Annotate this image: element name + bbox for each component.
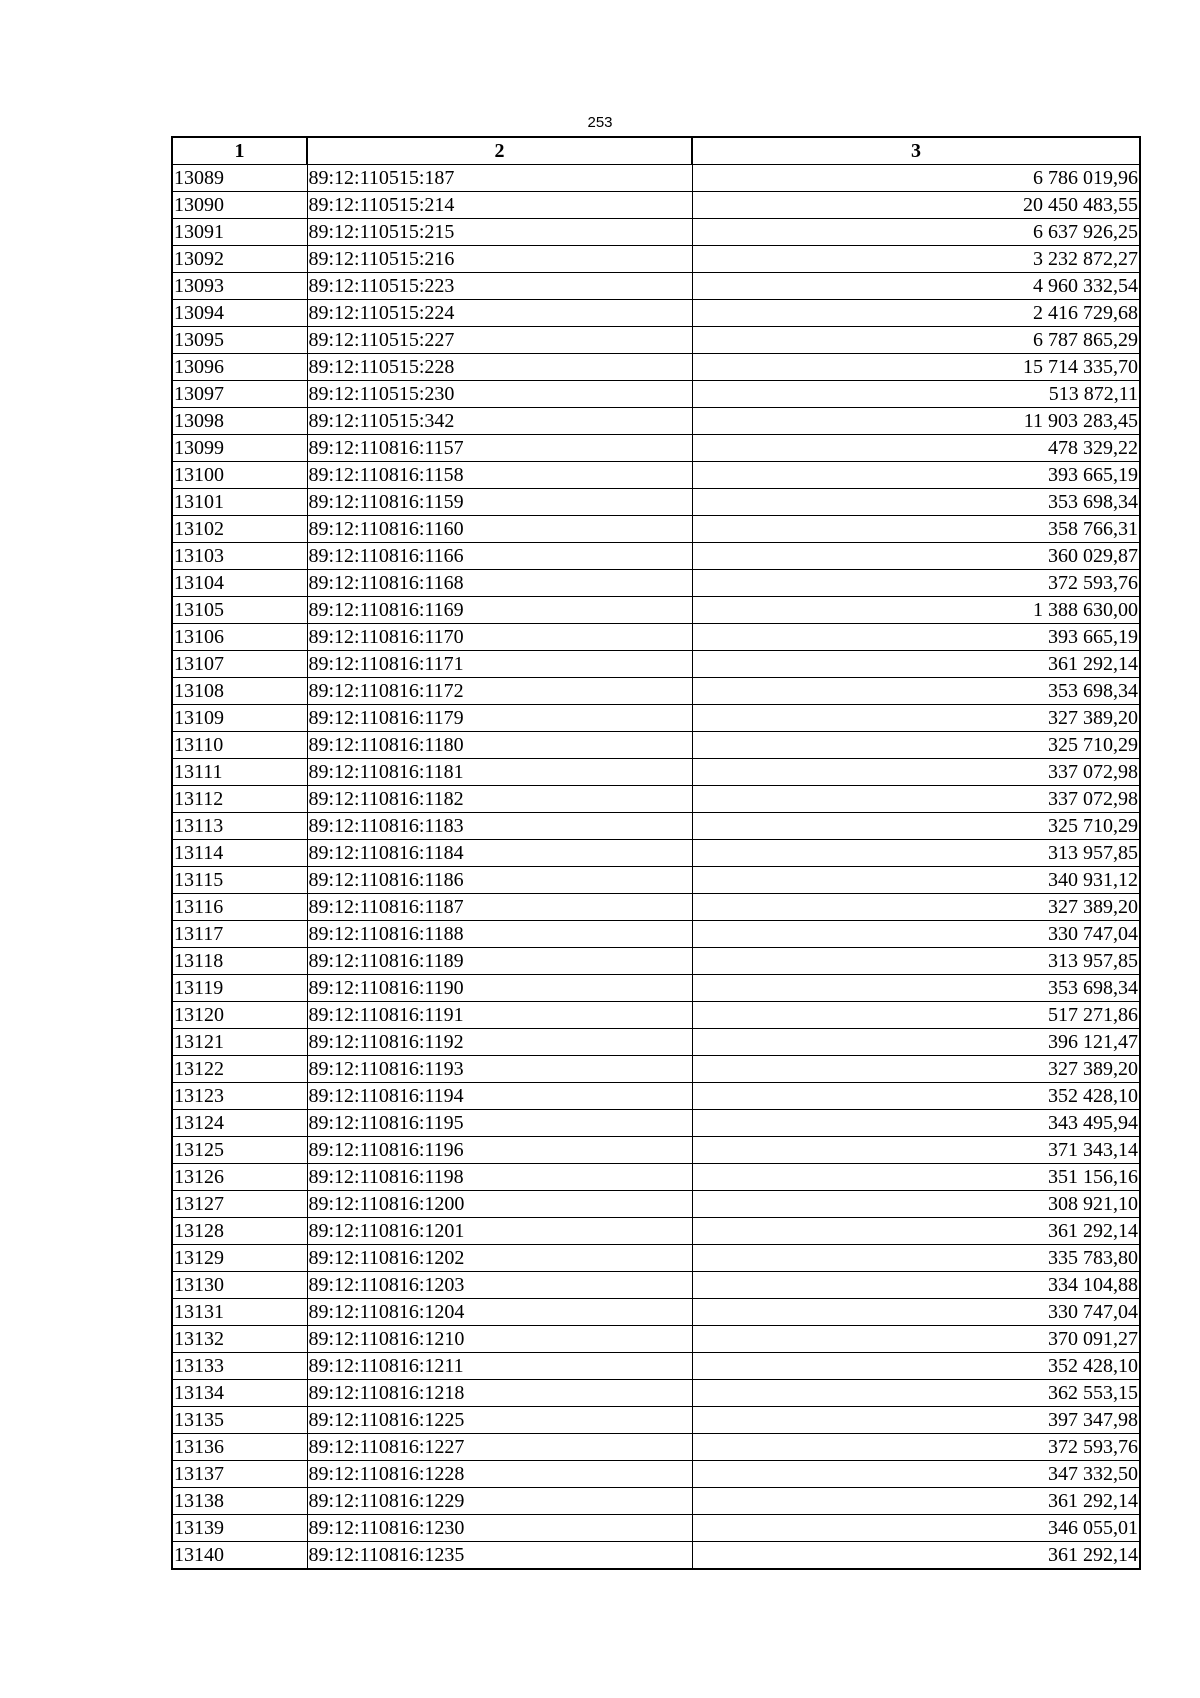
cadastral-value-cell: 313 957,85 [692, 948, 1140, 975]
row-number-cell: 13096 [172, 354, 307, 381]
cadastral-value-cell: 351 156,16 [692, 1164, 1140, 1191]
cadastral-value-cell: 20 450 483,55 [692, 192, 1140, 219]
cadastral-value-cell: 393 665,19 [692, 624, 1140, 651]
table-row [172, 1299, 1140, 1326]
table-row [172, 894, 1140, 921]
row-number-cell: 13111 [172, 759, 307, 786]
row-number-cell: 13128 [172, 1218, 307, 1245]
cadastral-number-cell: 89:12:110816:1193 [307, 1056, 692, 1083]
table-row [172, 813, 1140, 840]
row-number-cell: 13116 [172, 894, 307, 921]
table-row [172, 1191, 1140, 1218]
row-number-cell: 13091 [172, 219, 307, 246]
table-row [172, 1542, 1140, 1570]
cadastral-value-cell: 327 389,20 [692, 894, 1140, 921]
row-number-cell: 13125 [172, 1137, 307, 1164]
cadastral-number-cell: 89:12:110515:224 [307, 300, 692, 327]
row-number-cell: 13098 [172, 408, 307, 435]
cadastral-value-cell: 352 428,10 [692, 1353, 1140, 1380]
cadastral-value-cell: 361 292,14 [692, 1488, 1140, 1515]
cadastral-number-cell: 89:12:110816:1188 [307, 921, 692, 948]
row-number-cell: 13120 [172, 1002, 307, 1029]
cadastral-value-cell: 11 903 283,45 [692, 408, 1140, 435]
cadastral-number-cell: 89:12:110816:1181 [307, 759, 692, 786]
cadastral-number-cell: 89:12:110816:1198 [307, 1164, 692, 1191]
cadastral-value-cell: 346 055,01 [692, 1515, 1140, 1542]
cadastral-number-cell: 89:12:110816:1179 [307, 705, 692, 732]
table-row [172, 1083, 1140, 1110]
row-number-cell: 13089 [172, 165, 307, 192]
table-row [172, 462, 1140, 489]
row-number-cell: 13093 [172, 273, 307, 300]
table-row [172, 165, 1140, 192]
row-number-cell: 13106 [172, 624, 307, 651]
cadastral-number-cell: 89:12:110515:342 [307, 408, 692, 435]
cadastral-value-cell: 325 710,29 [692, 813, 1140, 840]
row-number-cell: 13127 [172, 1191, 307, 1218]
column-header-1: 1 [172, 137, 307, 165]
table-row [172, 678, 1140, 705]
row-number-cell: 13129 [172, 1245, 307, 1272]
cadastral-value-cell: 347 332,50 [692, 1461, 1140, 1488]
row-number-cell: 13119 [172, 975, 307, 1002]
table-row [172, 867, 1140, 894]
table-row [172, 1434, 1140, 1461]
cadastral-value-cell: 372 593,76 [692, 1434, 1140, 1461]
table-row [172, 921, 1140, 948]
cadastral-value-cell: 337 072,98 [692, 759, 1140, 786]
cadastral-number-cell: 89:12:110816:1171 [307, 651, 692, 678]
row-number-cell: 13136 [172, 1434, 307, 1461]
row-number-cell: 13118 [172, 948, 307, 975]
row-number-cell: 13108 [172, 678, 307, 705]
table-row [172, 1245, 1140, 1272]
cadastral-number-cell: 89:12:110816:1225 [307, 1407, 692, 1434]
table-row [172, 354, 1140, 381]
table-row [172, 651, 1140, 678]
cadastral-number-cell: 89:12:110816:1160 [307, 516, 692, 543]
row-number-cell: 13107 [172, 651, 307, 678]
row-number-cell: 13133 [172, 1353, 307, 1380]
table-header-row [172, 137, 1140, 165]
cadastral-number-cell: 89:12:110816:1157 [307, 435, 692, 462]
row-number-cell: 13121 [172, 1029, 307, 1056]
cadastral-value-cell: 361 292,14 [692, 1218, 1140, 1245]
row-number-cell: 13103 [172, 543, 307, 570]
cadastral-number-cell: 89:12:110816:1194 [307, 1083, 692, 1110]
cadastral-number-cell: 89:12:110816:1196 [307, 1137, 692, 1164]
cadastral-value-cell: 330 747,04 [692, 1299, 1140, 1326]
row-number-cell: 13114 [172, 840, 307, 867]
cadastral-number-cell: 89:12:110816:1189 [307, 948, 692, 975]
table-row [172, 1137, 1140, 1164]
cadastral-value-cell: 337 072,98 [692, 786, 1140, 813]
table-row [172, 786, 1140, 813]
table-row [172, 1353, 1140, 1380]
row-number-cell: 13105 [172, 597, 307, 624]
table-row [172, 300, 1140, 327]
table-row [172, 435, 1140, 462]
table-row [172, 1326, 1140, 1353]
row-number-cell: 13109 [172, 705, 307, 732]
cadastral-value-cell: 372 593,76 [692, 570, 1140, 597]
table-row [172, 1380, 1140, 1407]
cadastral-number-cell: 89:12:110816:1169 [307, 597, 692, 624]
cadastral-value-cell: 6 787 865,29 [692, 327, 1140, 354]
cadastral-number-cell: 89:12:110816:1158 [307, 462, 692, 489]
table-body [172, 165, 1140, 1570]
cadastral-number-cell: 89:12:110816:1183 [307, 813, 692, 840]
table-row [172, 327, 1140, 354]
row-number-cell: 13104 [172, 570, 307, 597]
cadastral-value-cell: 15 714 335,70 [692, 354, 1140, 381]
cadastral-number-cell: 89:12:110515:214 [307, 192, 692, 219]
cadastral-number-cell: 89:12:110816:1190 [307, 975, 692, 1002]
cadastral-value-cell: 370 091,27 [692, 1326, 1140, 1353]
cadastral-value-cell: 2 416 729,68 [692, 300, 1140, 327]
table-row [172, 1488, 1140, 1515]
table-row [172, 219, 1140, 246]
cadastral-value-cell: 393 665,19 [692, 462, 1140, 489]
row-number-cell: 13126 [172, 1164, 307, 1191]
table-row [172, 381, 1140, 408]
row-number-cell: 13140 [172, 1542, 307, 1570]
cadastral-value-cell: 3 232 872,27 [692, 246, 1140, 273]
table-row [172, 948, 1140, 975]
table-row [172, 516, 1140, 543]
row-number-cell: 13101 [172, 489, 307, 516]
cadastral-number-cell: 89:12:110816:1172 [307, 678, 692, 705]
cadastral-number-cell: 89:12:110816:1228 [307, 1461, 692, 1488]
cadastral-number-cell: 89:12:110515:187 [307, 165, 692, 192]
cadastral-value-cell: 4 960 332,54 [692, 273, 1140, 300]
cadastral-value-cell: 308 921,10 [692, 1191, 1140, 1218]
row-number-cell: 13139 [172, 1515, 307, 1542]
cadastral-number-cell: 89:12:110816:1218 [307, 1380, 692, 1407]
cadastral-value-cell: 517 271,86 [692, 1002, 1140, 1029]
table-row [172, 732, 1140, 759]
row-number-cell: 13124 [172, 1110, 307, 1137]
table-row [172, 570, 1140, 597]
page-number: 253 [587, 114, 613, 131]
cadastral-number-cell: 89:12:110816:1211 [307, 1353, 692, 1380]
row-number-cell: 13092 [172, 246, 307, 273]
cadastral-number-cell: 89:12:110816:1159 [307, 489, 692, 516]
cadastral-value-cell: 334 104,88 [692, 1272, 1140, 1299]
cadastral-value-cell: 313 957,85 [692, 840, 1140, 867]
table-row [172, 1461, 1140, 1488]
table-row [172, 1002, 1140, 1029]
row-number-cell: 13094 [172, 300, 307, 327]
cadastral-number-cell: 89:12:110515:216 [307, 246, 692, 273]
table-row [172, 1056, 1140, 1083]
table-header [172, 137, 1140, 165]
row-number-cell: 13102 [172, 516, 307, 543]
column-header-2: 2 [307, 137, 692, 165]
cadastral-value-cell: 335 783,80 [692, 1245, 1140, 1272]
cadastral-number-cell: 89:12:110816:1203 [307, 1272, 692, 1299]
row-number-cell: 13135 [172, 1407, 307, 1434]
cadastral-number-cell: 89:12:110816:1210 [307, 1326, 692, 1353]
table-row [172, 1110, 1140, 1137]
cadastral-value-cell: 6 637 926,25 [692, 219, 1140, 246]
cadastral-value-cell: 353 698,34 [692, 489, 1140, 516]
cadastral-value-cell: 343 495,94 [692, 1110, 1140, 1137]
cadastral-value-cell: 340 931,12 [692, 867, 1140, 894]
cadastral-value-cell: 513 872,11 [692, 381, 1140, 408]
cadastral-number-cell: 89:12:110515:215 [307, 219, 692, 246]
cadastral-value-cell: 361 292,14 [692, 1542, 1140, 1570]
column-header-3: 3 [692, 137, 1140, 165]
cadastral-number-cell: 89:12:110816:1202 [307, 1245, 692, 1272]
cadastral-value-cell: 1 388 630,00 [692, 597, 1140, 624]
table-row [172, 705, 1140, 732]
table-row [172, 1272, 1140, 1299]
cadastral-number-cell: 89:12:110816:1180 [307, 732, 692, 759]
cadastral-value-cell: 6 786 019,96 [692, 165, 1140, 192]
row-number-cell: 13113 [172, 813, 307, 840]
cadastral-number-cell: 89:12:110816:1200 [307, 1191, 692, 1218]
row-number-cell: 13090 [172, 192, 307, 219]
cadastral-value-cell: 360 029,87 [692, 543, 1140, 570]
table-row [172, 408, 1140, 435]
table-row [172, 624, 1140, 651]
table-row [172, 246, 1140, 273]
cadastral-number-cell: 89:12:110816:1230 [307, 1515, 692, 1542]
row-number-cell: 13134 [172, 1380, 307, 1407]
cadastral-number-cell: 89:12:110816:1166 [307, 543, 692, 570]
cadastral-number-cell: 89:12:110816:1229 [307, 1488, 692, 1515]
row-number-cell: 13123 [172, 1083, 307, 1110]
cadastral-value-cell: 478 329,22 [692, 435, 1140, 462]
cadastral-value-cell: 358 766,31 [692, 516, 1140, 543]
table-row [172, 1218, 1140, 1245]
cadastral-value-cell: 362 553,15 [692, 1380, 1140, 1407]
row-number-cell: 13112 [172, 786, 307, 813]
table-row [172, 1029, 1140, 1056]
cadastral-value-cell: 327 389,20 [692, 705, 1140, 732]
cadastral-number-cell: 89:12:110816:1227 [307, 1434, 692, 1461]
table-row [172, 489, 1140, 516]
row-number-cell: 13099 [172, 435, 307, 462]
table-row [172, 1407, 1140, 1434]
cadastral-value-cell: 397 347,98 [692, 1407, 1140, 1434]
row-number-cell: 13115 [172, 867, 307, 894]
cadastral-number-cell: 89:12:110816:1191 [307, 1002, 692, 1029]
cadastral-number-cell: 89:12:110816:1201 [307, 1218, 692, 1245]
cadastral-number-cell: 89:12:110816:1187 [307, 894, 692, 921]
cadastral-value-cell: 361 292,14 [692, 651, 1140, 678]
cadastral-value-cell: 330 747,04 [692, 921, 1140, 948]
cadastral-value-cell: 353 698,34 [692, 678, 1140, 705]
table-row [172, 1515, 1140, 1542]
cadastral-value-cell: 371 343,14 [692, 1137, 1140, 1164]
cadastral-number-cell: 89:12:110816:1195 [307, 1110, 692, 1137]
row-number-cell: 13097 [172, 381, 307, 408]
cadastral-number-cell: 89:12:110816:1184 [307, 840, 692, 867]
row-number-cell: 13117 [172, 921, 307, 948]
table-row [172, 192, 1140, 219]
table-row [172, 273, 1140, 300]
cadastral-number-cell: 89:12:110816:1235 [307, 1542, 692, 1570]
cadastral-number-cell: 89:12:110515:230 [307, 381, 692, 408]
cadastral-number-cell: 89:12:110816:1182 [307, 786, 692, 813]
cadastral-value-cell: 353 698,34 [692, 975, 1140, 1002]
table-row [172, 975, 1140, 1002]
cadastral-number-cell: 89:12:110515:227 [307, 327, 692, 354]
cadastral-number-cell: 89:12:110816:1168 [307, 570, 692, 597]
table-row [172, 840, 1140, 867]
cadastral-number-cell: 89:12:110515:228 [307, 354, 692, 381]
cadastral-value-cell: 352 428,10 [692, 1083, 1140, 1110]
table-row [172, 759, 1140, 786]
cadastral-value-cell: 396 121,47 [692, 1029, 1140, 1056]
table-row [172, 1164, 1140, 1191]
cadastral-value-cell: 327 389,20 [692, 1056, 1140, 1083]
row-number-cell: 13132 [172, 1326, 307, 1353]
cadastral-number-cell: 89:12:110515:223 [307, 273, 692, 300]
row-number-cell: 13138 [172, 1488, 307, 1515]
cadastral-value-table [171, 136, 1141, 1570]
cadastral-number-cell: 89:12:110816:1170 [307, 624, 692, 651]
row-number-cell: 13100 [172, 462, 307, 489]
table-row [172, 543, 1140, 570]
row-number-cell: 13122 [172, 1056, 307, 1083]
cadastral-number-cell: 89:12:110816:1204 [307, 1299, 692, 1326]
cadastral-number-cell: 89:12:110816:1186 [307, 867, 692, 894]
cadastral-number-cell: 89:12:110816:1192 [307, 1029, 692, 1056]
table-row [172, 597, 1140, 624]
row-number-cell: 13130 [172, 1272, 307, 1299]
row-number-cell: 13095 [172, 327, 307, 354]
row-number-cell: 13131 [172, 1299, 307, 1326]
row-number-cell: 13110 [172, 732, 307, 759]
cadastral-value-cell: 325 710,29 [692, 732, 1140, 759]
row-number-cell: 13137 [172, 1461, 307, 1488]
